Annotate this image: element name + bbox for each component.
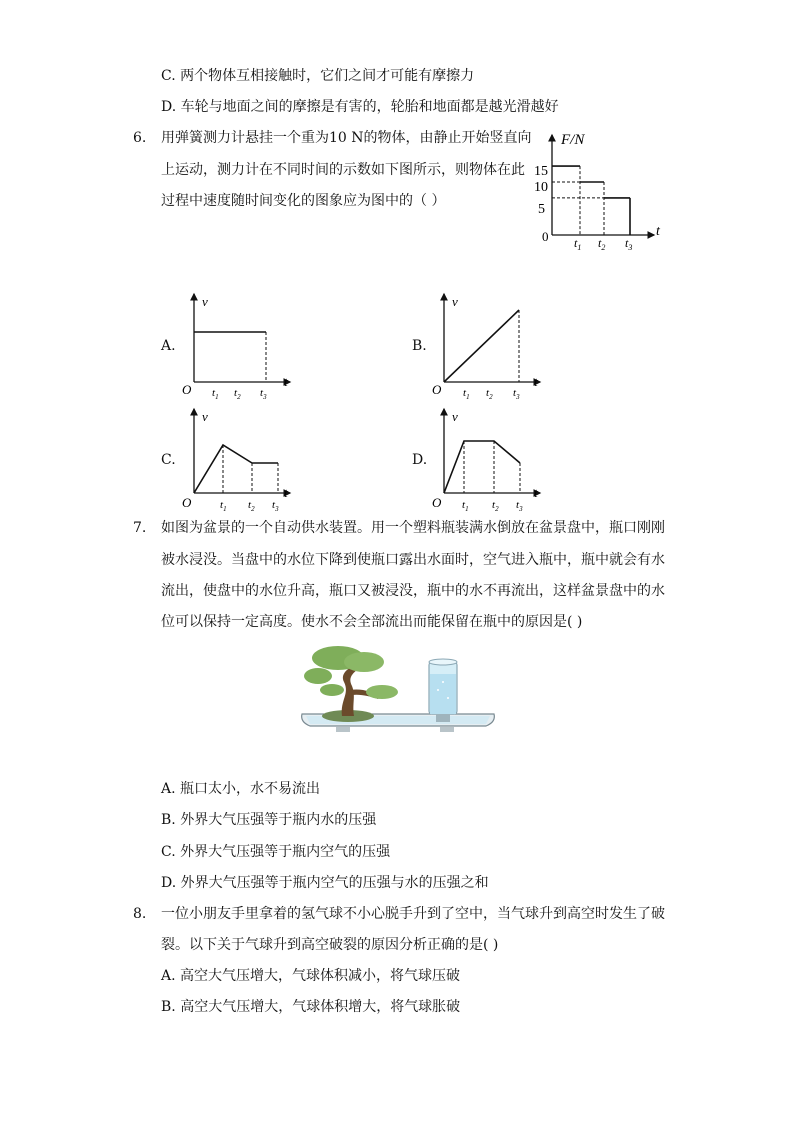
v-axis-label: v [202, 294, 208, 309]
force-tick-t3: $t_3$ [625, 236, 633, 252]
q6-option-b-label: B. [412, 338, 427, 354]
force-tick-10: 10 [534, 180, 548, 195]
q8-option-a: A. 高空大气压增大，气球体积减小，将气球压破 [161, 968, 461, 984]
svg-text:t3: $t_3$ [513, 387, 520, 400]
velocity-graph-b [430, 290, 550, 400]
q7-option-a: A. 瓶口太小，水不易流出 [161, 781, 321, 797]
q5-option-c: C. 两个物体互相接触时，它们之间才可能有摩擦力 [161, 68, 475, 84]
svg-text:t2: $t_2$ [486, 387, 493, 400]
t-axis-label: t [284, 374, 288, 389]
velocity-graph-d [430, 405, 550, 515]
q8-text-line1: 一位小朋友手里拿着的氢气球不小心脱手升到了空中，当气球升到高空时发生了破 [161, 906, 665, 922]
force-tick-t2: $t_2$ [598, 236, 606, 252]
q6-option-a-label: A. [161, 338, 176, 354]
force-x-label: t [656, 224, 660, 239]
q6-option-d-label: D. [412, 452, 428, 468]
q7-text-line3: 流出，使盘中的水位升高，瓶口又被浸没，瓶中的水不再流出，这样盆景盘中的水 [161, 583, 665, 599]
q6-text-line3: 过程中速度随时间变化的图象应为图中的（ ） [161, 193, 446, 209]
curve-c [194, 445, 278, 493]
q7-text-line4: 位可以保持一定高度。使水不会全部流出而能保留在瓶中的原因是( ) [161, 614, 583, 630]
q7-option-d: D. 外界大气压强等于瓶内空气的压强与水的压强之和 [161, 875, 489, 891]
origin-label: O [182, 382, 192, 397]
t-axis-label: t [534, 374, 538, 389]
origin-label: O [432, 382, 442, 397]
svg-text:t1: $t_1$ [462, 499, 469, 513]
q7-number: 7. [133, 520, 147, 536]
origin-label: O [432, 495, 442, 510]
v-axis-label: v [202, 409, 208, 424]
velocity-graph-c [180, 405, 300, 515]
svg-text:t1: $t_1$ [463, 387, 470, 400]
q7-text-line1: 如图为盆景的一个自动供水装置。用一个塑料瓶装满水倒放在盆景盘中，瓶口刚刚 [161, 520, 665, 536]
t-axis-label: t [284, 485, 288, 500]
q6-number: 6. [133, 130, 147, 146]
svg-text:t1: $t_1$ [212, 387, 219, 400]
q6-option-c-label: C. [161, 452, 176, 468]
force-tick-15: 15 [534, 164, 548, 179]
q8-number: 8. [133, 906, 147, 922]
q7-option-b: B. 外界大气压强等于瓶内水的压强 [161, 812, 377, 828]
svg-text:t2: $t_2$ [248, 499, 255, 513]
svg-text:t2: $t_2$ [492, 499, 499, 513]
curve-d [444, 441, 520, 493]
q5-option-d: D. 车轮与地面之间的摩擦是有害的，轮胎和地面都是越光滑越好 [161, 99, 559, 115]
force-time-graph [530, 125, 670, 255]
q7-option-c: C. 外界大气压强等于瓶内空气的压强 [161, 844, 391, 860]
q6-text-line2: 上运动，测力计在不同时间的示数如下图所示，则物体在此 [161, 162, 525, 178]
q7-text-line2: 被水浸没。当盘中的水位下降到使瓶口露出水面时，空气进入瓶中，瓶中就会有水 [161, 552, 665, 568]
curve-b [444, 310, 519, 382]
bonsai-water-supply-illustration [296, 638, 500, 744]
force-origin: 0 [542, 229, 549, 244]
force-tick-t1: $t_1$ [574, 236, 582, 252]
v-axis-label: v [452, 294, 458, 309]
svg-text:t3: $t_3$ [516, 499, 523, 513]
svg-text:t3: $t_3$ [272, 499, 279, 513]
q8-option-b: B. 高空大气压增大，气球体积增大，将气球胀破 [161, 999, 461, 1015]
force-y-label: F/N [561, 132, 585, 148]
svg-text:t1: $t_1$ [220, 499, 227, 513]
origin-label: O [182, 495, 192, 510]
q8-text-line2: 裂。以下关于气球升到高空破裂的原因分析正确的是( ) [161, 937, 499, 953]
force-tick-5: 5 [538, 202, 545, 217]
v-axis-label: v [452, 409, 458, 424]
q6-text-line1: 用弹簧测力计悬挂一个重为10 N的物体，由静止开始竖直向 [161, 130, 532, 146]
force-step-series [552, 166, 630, 235]
svg-text:t3: $t_3$ [260, 387, 267, 400]
t-axis-label: t [534, 485, 538, 500]
velocity-graph-a [180, 290, 300, 400]
svg-text:t2: $t_2$ [234, 387, 241, 400]
